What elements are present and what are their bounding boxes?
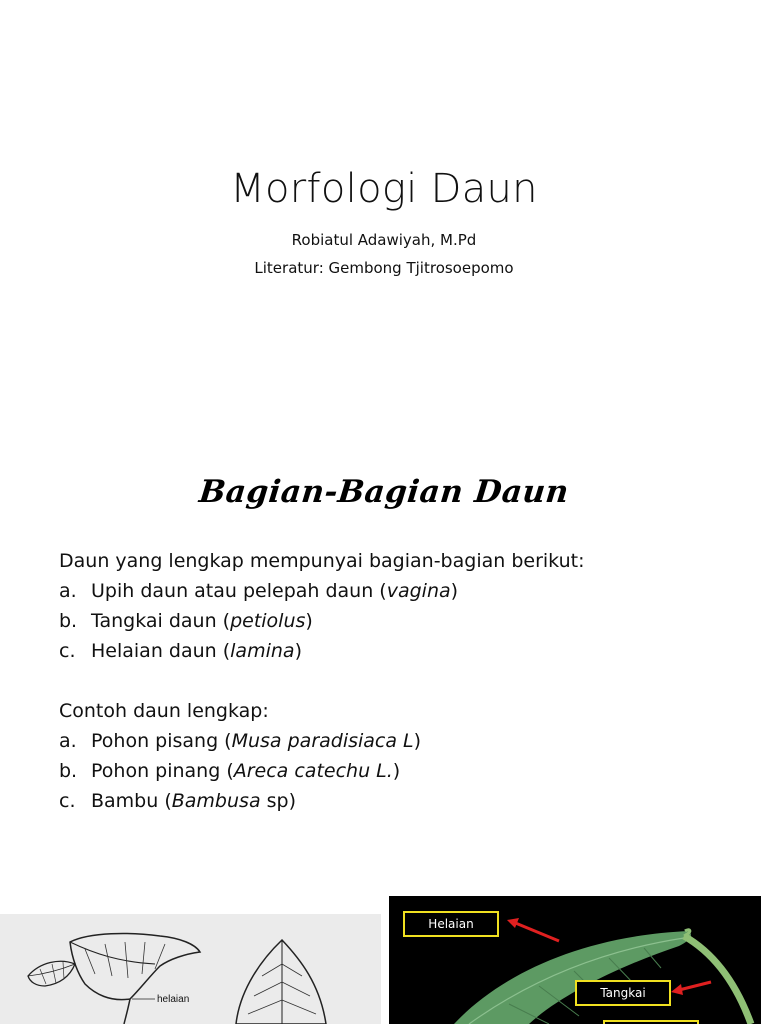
list-marker: c.: [59, 640, 76, 662]
list-item: [59, 636, 719, 666]
spacer: [59, 666, 719, 696]
leaf-drawing-svg: [0, 914, 381, 1024]
list-item: [59, 726, 719, 756]
author-line: Robiatul Adawiyah, M.Pd: [291, 231, 477, 249]
item-latin: vagina: [386, 580, 451, 602]
tangkai-label-box: Tangkai: [575, 980, 671, 1006]
list-marker: c.: [59, 790, 76, 812]
helaian-label-left: helaian: [157, 994, 190, 1005]
item-latin: petiolus: [230, 610, 306, 632]
item-text: Upih daun atau pelepah daun (: [91, 580, 387, 602]
title-slide: [0, 0, 768, 440]
item-close: sp): [260, 790, 297, 812]
item-text: Tangkai daun (: [91, 610, 231, 632]
banana-leaf-image: [389, 896, 761, 1024]
list-item: [59, 576, 719, 606]
item-latin: Musa paradisiaca L: [231, 730, 414, 752]
content-body: [59, 546, 719, 816]
list-item: [59, 786, 719, 816]
page-title: Morfologi Daun: [230, 166, 538, 212]
list-marker: b.: [59, 610, 78, 632]
item-latin: lamina: [230, 640, 295, 662]
list-item: [59, 756, 719, 786]
helaian-label-box: Helaian: [403, 911, 499, 937]
item-close: ): [305, 610, 313, 632]
list-marker: a.: [59, 580, 77, 602]
intro-line: Daun yang lengkap mempunyai bagian-bagian berikut:: [59, 550, 585, 572]
section-heading: Bagian-Bagian Daun: [197, 474, 571, 510]
leaf-drawing-image: [0, 914, 381, 1024]
item-latin: Bambusa: [171, 790, 261, 812]
literature-line: Literatur: Gembong Tjitrosoepomo: [254, 259, 514, 277]
list-marker: a.: [59, 730, 77, 752]
item-text: Pohon pisang (: [91, 730, 232, 752]
item-close: ): [413, 730, 422, 752]
item-text: Helaian daun (: [91, 640, 231, 662]
list-item: [59, 606, 719, 636]
item-text: Pohon pinang (: [91, 760, 234, 782]
item-close: ): [392, 760, 401, 782]
item-close: ): [450, 580, 459, 602]
item-close: ): [294, 640, 302, 662]
list-marker: b.: [59, 760, 78, 782]
partial-label-box: [603, 1020, 699, 1024]
item-latin: Areca catechu L.: [233, 760, 393, 782]
item-text: Bambu (: [91, 790, 172, 812]
examples-intro: Contoh daun lengkap:: [59, 700, 269, 722]
